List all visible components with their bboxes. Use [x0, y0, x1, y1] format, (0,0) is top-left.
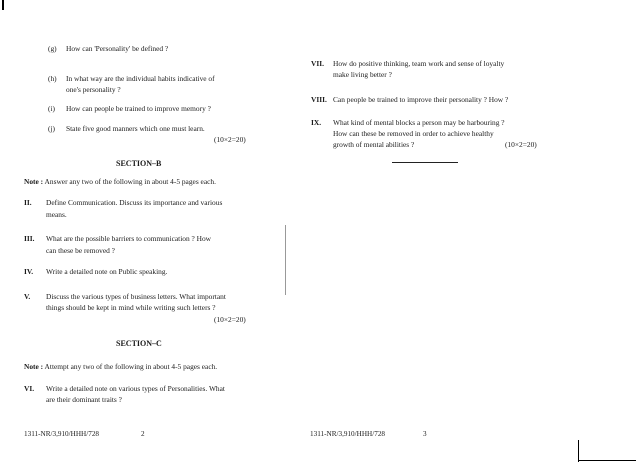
- question-text-line2: can these be removed ?: [46, 246, 115, 255]
- question-text: How can 'Personality' be defined ?: [66, 44, 169, 53]
- page-number: 2: [141, 430, 145, 438]
- question-number: VII.: [311, 59, 324, 68]
- question-number: II.: [24, 198, 32, 207]
- question-number: (h): [48, 74, 57, 83]
- note-label: Note :: [24, 177, 44, 186]
- question-text-line2: things should be kept in mind while writing such letters ?: [46, 303, 216, 312]
- question-text-line2: are their dominant traits ?: [46, 395, 122, 404]
- question-number: V.: [24, 292, 31, 301]
- marks-allocation: (10×2=20): [505, 140, 537, 149]
- question-number: IV.: [24, 267, 34, 276]
- question-text: Write a detailed note on various types of Personalities. What: [46, 384, 225, 393]
- section-b-note: [24, 177, 216, 186]
- question-text-line2: one's personality ?: [66, 85, 121, 94]
- question-text: Write a detailed note on Public speaking.: [46, 267, 168, 276]
- question-text: Discuss the various types of business letters. What important: [46, 292, 226, 301]
- question-number: IX.: [311, 118, 322, 127]
- question-number: (i): [48, 104, 55, 113]
- marks-allocation: (10×2=20): [214, 135, 246, 144]
- paper-code: 1311-NR/3,910/HHH/728: [310, 430, 386, 438]
- page-divider: [285, 225, 286, 295]
- question-number: VI.: [24, 384, 35, 393]
- question-text-line2: How can these be removed in order to achieve healthy: [333, 129, 494, 138]
- scan-edge-mark: [2, 0, 4, 10]
- marks-allocation: (10×2=20): [214, 315, 246, 324]
- question-text-line3: growth of mental abilities ?: [333, 140, 415, 149]
- section-c-heading: SECTION–C: [116, 339, 162, 348]
- note-text: Answer any two of the following in about 4-5 pages each.: [44, 177, 216, 186]
- question-text: State five good manners which one must learn.: [66, 124, 205, 133]
- section-b-heading: SECTION–B: [116, 159, 162, 168]
- question-text: Define Communication. Discuss its importance and various: [46, 198, 223, 207]
- question-text-line2: make living better ?: [333, 70, 392, 79]
- question-number: (j): [48, 124, 55, 133]
- question-number: (g): [48, 44, 57, 53]
- question-text: What kind of mental blocks a person may be harbouring ?: [333, 118, 505, 127]
- question-text: What are the possible barriers to communication ? How: [46, 234, 212, 243]
- page-number: 3: [423, 430, 427, 438]
- section-c-note: [24, 362, 217, 371]
- scan-corner-mark: [578, 440, 579, 462]
- question-text: In what way are the individual habits indicative of: [66, 74, 215, 83]
- question-number: VIII.: [311, 95, 327, 104]
- question-number: III.: [24, 234, 35, 243]
- question-text-line2: means.: [46, 210, 67, 219]
- question-text: How can people be trained to improve memory ?: [66, 104, 211, 113]
- question-text: Can people be trained to improve their personality ? How ?: [333, 95, 509, 104]
- note-text: Attempt any two of the following in about 4-5 pages each.: [44, 362, 218, 371]
- paper-code: 1311-NR/3,910/HHH/728: [24, 430, 100, 438]
- note-label: Note :: [24, 362, 44, 371]
- question-text: How do positive thinking, team work and sense of loyalty: [333, 59, 505, 68]
- scan-corner-mark: [578, 460, 636, 461]
- end-rule: [392, 162, 458, 163]
